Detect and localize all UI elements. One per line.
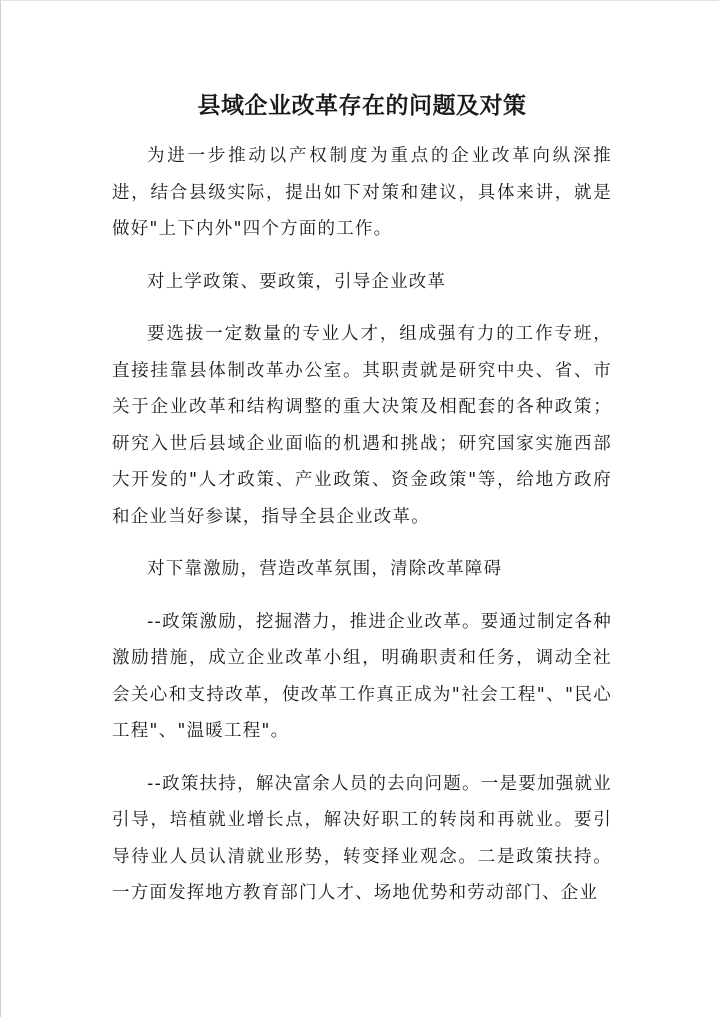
document-title: 县域企业改革存在的问题及对策 <box>197 92 527 119</box>
section-heading-upward: 对上学政策、要政策，引导企业改革 <box>147 271 447 292</box>
paragraph-policy-incentive: --政策激励，挖掘潜力，推进企业改革。要通过制定各种激励措施，成立企业改革小组，明确职责和任务，调动全社会关心和支持改革，使改革工作真正成为"社会工程"、"民心工程"、"温暖工程"。 <box>112 611 612 741</box>
paragraph-spacer <box>112 535 612 551</box>
paragraph-spacer <box>112 248 612 264</box>
section-heading-downward: 对下靠激励，营造改革氛围，清除改革障碍 <box>147 559 503 579</box>
paragraph-upward-policy: 要选拔一定数量的专业人才，组成强有力的工作专班，直接挂靠县体制改革办公室。其职责就是研究中央、省、市关于企业改革和结构调整的重大决策及相配套的各种政策；研究入世后县域企业面临的机遇和挑战；研究国家实施西部大开发的"人才政策、产业政策、资金政策"等，给地方政府和企业当好参谋，指导全县企业改革。 <box>112 324 612 527</box>
paragraph-spacer <box>112 588 612 604</box>
paragraph-spacer <box>112 750 612 766</box>
document-body <box>112 88 612 912</box>
paragraph-intro: 为进一步推动以产权制度为重点的企业改革向纵深推进，结合县级实际，提出如下对策和建议，具体来讲，就是做好"上下内外"四个方面的工作。 <box>112 146 612 239</box>
paragraph-policy-support: --政策扶持，解决富余人员的去向问题。一是要加强就业引导，培植就业增长点，解决好职工的转岗和再就业。要引导待业人员认清就业形势，转变择业观念。二是政策扶持。一方面发挥地方教育部门人才、场地优势和劳动部门、企业 <box>112 773 612 903</box>
paragraph-spacer <box>112 300 612 316</box>
title-spacer <box>112 124 612 138</box>
